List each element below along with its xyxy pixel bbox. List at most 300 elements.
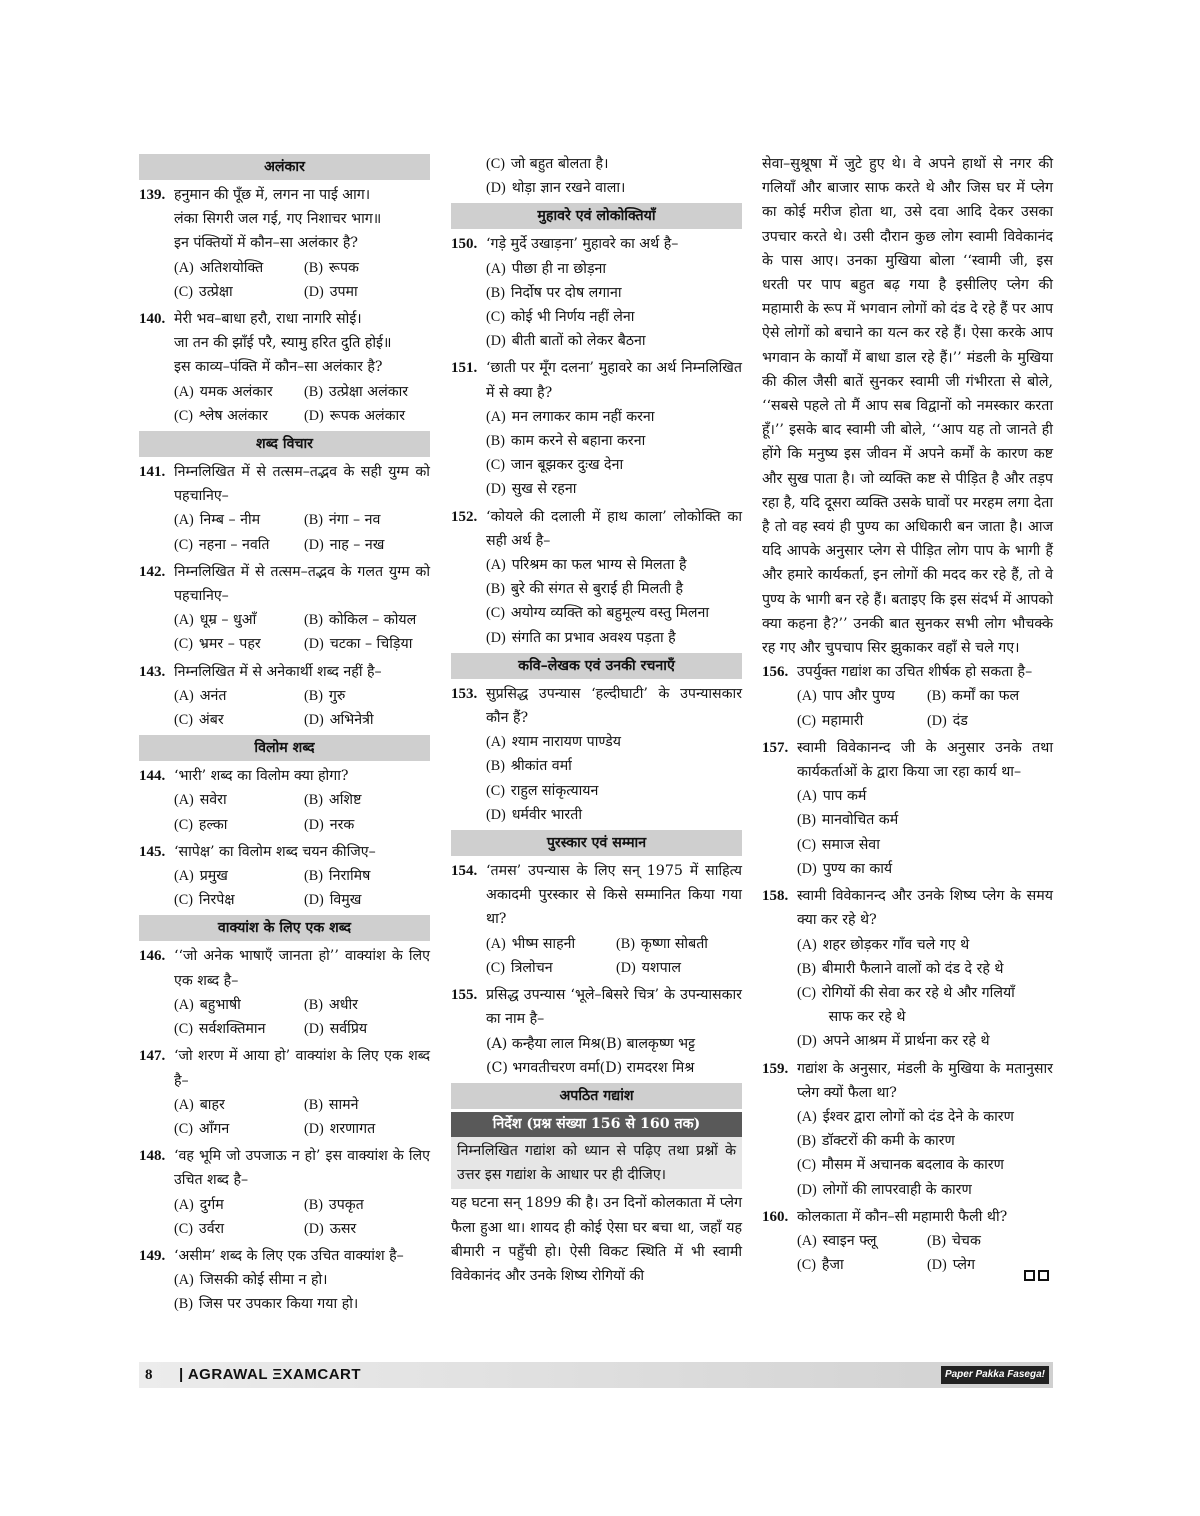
option-text: शहर छोड़कर गाँव चले गए थे — [822, 936, 970, 953]
option — [486, 956, 616, 980]
page-number: 8 — [145, 1367, 153, 1383]
option-letter: (A) — [486, 734, 506, 751]
option-letter: (A) — [486, 557, 506, 574]
option-text: मौसम में अचानक बदलाव के कारण — [821, 1157, 1004, 1174]
option-text: ईश्वर द्वारा लोगों को दंड देने के कारण — [822, 1108, 1014, 1125]
option-text: अधीर — [328, 996, 358, 1013]
options-row — [174, 864, 430, 888]
question — [762, 660, 1053, 684]
option-text: धर्मवीर भारती — [511, 806, 583, 823]
option-text: नहना – नवति — [198, 536, 270, 553]
option — [174, 632, 304, 656]
option-letter: (A) — [797, 936, 817, 953]
column-2 — [451, 152, 742, 1288]
option — [797, 1029, 1053, 1053]
question-number: 141. — [139, 464, 166, 481]
option-text: प्लेग — [952, 1257, 975, 1274]
option-text: जिस पर उपकार किया गया हो। — [198, 1296, 359, 1313]
option — [486, 730, 742, 754]
option-text: जान बूझकर दुःख देना — [510, 457, 624, 474]
option-text: निर्दोष पर दोष लगाना — [510, 284, 622, 301]
option — [304, 1117, 434, 1141]
option-letter: (D) — [927, 712, 947, 729]
option-letter: (D) — [304, 283, 324, 300]
options-block — [762, 933, 1053, 1054]
question-number: 142. — [139, 563, 166, 580]
question — [451, 505, 742, 553]
option — [174, 508, 304, 532]
question-number: 148. — [139, 1148, 166, 1165]
option — [486, 553, 742, 577]
option — [486, 176, 742, 200]
section-heading: मुहावरे एवं लोकोक्तियाँ — [451, 203, 742, 229]
option — [174, 533, 304, 557]
options-row — [174, 1093, 430, 1117]
question-text: ‘जो शरण में आया हो’ वाक्यांश के लिए एक शब्द है– — [174, 1048, 430, 1089]
option — [304, 632, 434, 656]
options-row — [174, 708, 430, 732]
option-text: सवेरा — [199, 792, 227, 809]
options-row — [174, 380, 430, 404]
option-text: हल्का — [198, 816, 228, 833]
option-letter: (D) — [927, 1257, 947, 1274]
option — [486, 257, 742, 281]
option-letter: (D) — [304, 712, 324, 729]
question — [139, 183, 430, 256]
options-block — [451, 257, 742, 354]
option — [304, 788, 434, 812]
question-text: ‘भारी’ शब्द का विलोम क्या होगा? — [174, 768, 349, 785]
option — [304, 280, 434, 304]
end-square-icon — [1038, 1270, 1049, 1281]
option — [797, 957, 1053, 981]
question — [762, 1205, 1053, 1229]
question-text: ‘असीम’ शब्द के लिए एक उचित वाक्यांश है– — [174, 1247, 404, 1264]
options-block — [451, 932, 742, 980]
option-letter: (A) — [797, 688, 817, 705]
option-letter: (D) — [304, 1120, 324, 1137]
option — [486, 932, 616, 956]
question-number: 149. — [139, 1247, 166, 1264]
option — [174, 404, 304, 428]
question-number: 139. — [139, 187, 166, 203]
option-letter: (D) — [304, 1220, 324, 1237]
option-text: नरक — [329, 816, 355, 833]
options-block — [139, 608, 430, 656]
option-text: मानवोचित कर्म — [821, 812, 899, 829]
question-text: मेरी भव–बाधा हरौ, राधा नागरि सोई। जा तन की झाँई परै, स्यामु हरित दुति होई॥ इस काव्य–पंक्ति में कौन–सा अलंकार है? — [174, 311, 392, 376]
option-text: उपकृत — [328, 1196, 364, 1213]
option-text: श्लेष अलंकार — [198, 407, 268, 424]
option-text: प्रमुख — [199, 868, 228, 885]
question — [139, 660, 430, 684]
option — [486, 329, 742, 353]
option — [304, 1193, 434, 1217]
column-3 — [762, 152, 1053, 1280]
option — [174, 1193, 304, 1217]
option — [304, 1017, 434, 1041]
option-letter: (B) — [304, 1196, 323, 1213]
question-text: निम्नलिखित में से तत्सम–तद्भव के गलत युग्म को पहचानिए– — [174, 563, 430, 605]
question — [139, 1144, 430, 1192]
option-letter: (D) — [304, 536, 324, 553]
option-letter: (C) — [486, 959, 505, 976]
option — [797, 857, 1053, 881]
option-letter: (C) — [174, 1120, 193, 1137]
option-text: अंबर — [198, 712, 224, 729]
option-text: कोई भी निर्णय नहीं लेना — [510, 309, 635, 326]
options-row — [174, 280, 430, 304]
option — [174, 380, 304, 404]
option — [797, 808, 1053, 832]
question-number: 144. — [139, 768, 166, 785]
question-number: 157. — [762, 739, 789, 756]
option — [174, 280, 304, 304]
options-row — [486, 956, 742, 980]
option-text: आँगन — [198, 1120, 230, 1137]
question-number: 155. — [451, 987, 478, 1004]
question-text: ‘कोयले की दलाली में हाथ काला’ लोकोक्ति का सही अर्थ है– — [486, 508, 742, 549]
options-block — [762, 1229, 1053, 1277]
option-letter: (D) — [304, 1021, 324, 1038]
options-row — [174, 404, 430, 428]
option — [174, 1117, 304, 1141]
option-letter: (A) — [174, 868, 194, 885]
question-text: उपर्युक्त गद्यांश का उचित शीर्षक हो सकता है– — [797, 664, 1033, 681]
question — [451, 232, 742, 256]
options-block — [451, 730, 742, 827]
option-letter: (D) — [486, 180, 506, 197]
option-letter: (A) — [174, 383, 194, 400]
option-letter: (C) — [486, 457, 505, 474]
option-text: परिश्रम का फल भाग्य से मिलता है — [511, 557, 687, 574]
option — [174, 788, 304, 812]
option-text: डॉक्टरों की कमी के कारण — [821, 1133, 955, 1150]
option-letter: (B) — [304, 868, 323, 885]
option — [797, 1253, 927, 1277]
page-footer — [139, 1362, 1053, 1388]
option — [304, 813, 434, 837]
option-letter: (A) — [174, 1196, 194, 1213]
option-letter: (A) — [174, 687, 194, 704]
option — [304, 993, 434, 1017]
option — [616, 956, 746, 980]
options-block — [139, 380, 430, 428]
option-text: अशिष्ट — [328, 792, 362, 809]
options-block — [139, 256, 430, 304]
option — [304, 608, 434, 632]
option-letter: (B) — [797, 1133, 816, 1150]
option-text: नाह – नख — [329, 536, 385, 553]
option-letter: (B) — [304, 687, 323, 704]
option-letter: (C) — [174, 283, 193, 300]
option-letter: (D) — [797, 1181, 817, 1198]
option — [797, 933, 1053, 957]
question-text: ‘‘जो अनेक भाषाएँ जानता हो’’ वाक्यांश के लिए एक शब्द है– — [174, 948, 430, 989]
option-text: यशपाल — [641, 959, 681, 976]
option-text: काम करने से बहाना करना — [510, 433, 646, 450]
question-text: ‘तमस’ उपन्यास के लिए सन् 1975 में साहित्य अकादमी पुरस्कार से किसे सम्मानित किया गया था? — [486, 863, 742, 928]
options-row — [174, 813, 430, 837]
option-letter: (D) — [616, 959, 636, 976]
option — [927, 684, 1057, 708]
option-letter: (A) — [486, 408, 506, 425]
option-text: अनंत — [199, 687, 227, 704]
option — [927, 709, 1057, 733]
options-block — [139, 508, 430, 556]
question — [139, 840, 430, 864]
option-letter: (B) — [486, 433, 505, 450]
section-heading: विलोम शब्द — [139, 735, 430, 761]
question-text: ‘सापेक्ष’ का विलोम शब्द चयन कीजिए– — [174, 843, 376, 860]
option-letter: (A) — [174, 996, 194, 1013]
options-row — [174, 508, 430, 532]
option — [797, 1129, 1053, 1153]
options-block — [139, 788, 430, 836]
option-text: गुरु — [328, 687, 346, 704]
end-square-icon — [1024, 1270, 1035, 1281]
option-letter: (D) — [797, 860, 817, 877]
option-letter: (C) — [174, 712, 193, 729]
option-text: यमक अलंकार — [199, 383, 273, 400]
option-text: बुरे की संगत से बुराई ही मिलती है — [510, 581, 684, 598]
option — [174, 1292, 430, 1316]
option — [797, 1229, 927, 1253]
option — [304, 1093, 434, 1117]
option-text: कोकिल – कोयल — [328, 612, 417, 629]
option — [486, 779, 742, 803]
section-heading: वाक्यांश के लिए एक शब्द — [139, 915, 430, 941]
option-text: बीती बातों को लेकर बैठना — [511, 333, 646, 350]
option-text: जो बहुत बोलता है। — [510, 156, 609, 172]
option — [304, 684, 434, 708]
instruction-text: निम्नलिखित गद्यांश को ध्यान से पढ़िए तथा प्रश्नों के उत्तर इस गद्यांश के आधार पर ही दीजिए। — [451, 1137, 742, 1189]
option-letter: (B) — [927, 688, 946, 705]
question — [139, 307, 430, 380]
question-text: हनुमान की पूँछ में, लगन ना पाई आग। लंका सिगरी जल गई, गए निशाचर भाग॥ इन पंक्तियों में कौन–सा अलंकार है? — [174, 187, 382, 252]
question-text: गद्यांश के अनुसार, मंडली के मुखिया के मतानुसार प्लेग क्यों फैला था? — [797, 1060, 1053, 1101]
option-letter: (A) — [174, 792, 194, 809]
question-number: 152. — [451, 508, 478, 525]
question — [139, 560, 430, 608]
option — [486, 754, 742, 778]
option — [304, 864, 434, 888]
option-text: अभिनेत्री — [329, 712, 374, 729]
option-letter: (B) — [486, 284, 505, 301]
option-text: नंगा – नव — [328, 512, 381, 529]
option — [304, 888, 434, 912]
option-letter: (C) — [797, 1157, 816, 1174]
section-heading: पुरस्कार एवं सम्मान — [451, 830, 742, 856]
option — [927, 1229, 1057, 1253]
option — [797, 833, 1053, 857]
options-block — [139, 1093, 430, 1141]
option-text: त्रिलोचन — [510, 959, 553, 976]
question-number: 143. — [139, 663, 166, 680]
option-text: महामारी — [821, 712, 864, 729]
options-row — [174, 632, 430, 656]
option — [797, 1153, 1053, 1177]
question-text: स्वामी विवेकानन्द और उनके शिष्य प्लेग के समय क्या कर रहे थे? — [797, 888, 1053, 929]
option-letter: (C) — [174, 407, 193, 424]
question-number: 160. — [762, 1208, 789, 1225]
question — [451, 356, 742, 404]
option-letter: (C) — [486, 156, 505, 172]
option-letter: (B) — [486, 758, 505, 775]
option — [174, 1093, 304, 1117]
option-text: अतिशयोक्ति — [199, 259, 264, 276]
question — [139, 1044, 430, 1092]
option-letter: (A) — [797, 1108, 817, 1125]
option — [797, 1105, 1053, 1129]
question-text: ‘छाती पर मूँग दलना’ मुहावरे का अर्थ निम्नलिखित में से क्या है? — [486, 360, 742, 401]
option-text: उर्वरा — [198, 1220, 225, 1237]
option-letter: (B) — [797, 960, 816, 977]
option-letter: (C) — [486, 782, 505, 799]
option-letter: (A) — [797, 788, 817, 805]
option-letter: (A) — [174, 1272, 194, 1289]
option-letter: (B) — [304, 996, 323, 1013]
option-letter: (B) — [304, 1096, 323, 1113]
options-row — [174, 1117, 430, 1141]
option-text: सामने — [328, 1096, 359, 1113]
option-letter: (C) — [174, 892, 193, 909]
question-text: प्रसिद्ध उपन्यास ‘भूले–बिसरे चित्र’ के उपन्यासकार का नाम है– — [486, 987, 742, 1028]
option-text: सर्वशक्तिमान — [198, 1021, 266, 1038]
option-text: दंड — [952, 712, 968, 729]
option-letter: (D) — [304, 892, 324, 909]
options-row — [174, 993, 430, 1017]
option — [304, 380, 434, 404]
option-text: थोड़ा ज्ञान रखने वाला। — [511, 180, 626, 197]
option-text: पुण्य का कार्य — [822, 860, 893, 877]
question-number: 145. — [139, 843, 166, 860]
option-letter: (C) — [174, 1021, 193, 1038]
option — [486, 803, 742, 827]
option-text: पाप कर्म — [822, 788, 867, 805]
option-text: उत्प्रेक्षा अलंकार — [328, 383, 409, 400]
option-text: हैजा — [821, 1257, 844, 1274]
option — [304, 1217, 434, 1241]
option-letter: (C) — [797, 836, 816, 853]
option-text: कर्मों का फल — [951, 688, 1020, 705]
option-text: ऊसर — [329, 1220, 357, 1237]
option-text: निम्ब – नीम — [199, 512, 261, 529]
option-letter: (A) — [797, 1232, 817, 1249]
question-number: 156. — [762, 664, 789, 681]
options-block — [451, 1032, 742, 1080]
question-number: 146. — [139, 948, 166, 965]
option — [304, 708, 434, 732]
option-text: उपमा — [329, 283, 358, 300]
option-text: बहुभाषी — [199, 996, 241, 1013]
question-text: सुप्रसिद्ध उपन्यास ‘हल्दीघाटी’ के उपन्यासकार कौन हैं? — [486, 685, 742, 727]
question — [451, 983, 742, 1031]
option-text: पाप और पुण्य — [822, 688, 895, 705]
option-text: बीमारी फैलाने वालों को दंड दे रहे थे — [821, 960, 1004, 977]
option-text: भ्रमर – पहर — [198, 636, 261, 653]
options-row — [174, 608, 430, 632]
option — [174, 1017, 304, 1041]
option-text: जिसकी कोई सीमा न हो। — [199, 1272, 328, 1289]
option-letter: (A) — [486, 260, 506, 277]
instruction-heading: निर्देश (प्रश्न संख्या 156 से 160 तक) — [451, 1112, 742, 1137]
option-text: रूपक अलंकार — [329, 407, 406, 424]
option-letter: (B) — [797, 812, 816, 829]
passage-text: यह घटना सन् 1899 की है। उन दिनों कोलकाता में प्लेग फैला हुआ था। शायद ही कोई ऐसा घर बचा था, जहाँ यह बीमारी न पहुँची हो। ऐसी विकट स्थिति में भी स्वामी विवेकानंद और उनके शिष्य रोगियों की — [451, 1195, 742, 1284]
question — [451, 859, 742, 932]
option-letter: (D) — [486, 629, 506, 646]
option — [174, 888, 304, 912]
option — [174, 256, 304, 280]
section-heading: शब्द विचार — [139, 431, 430, 457]
option: (A) कन्हैया लाल मिश्र(B) बालकृष्ण भट्ट — [486, 1035, 696, 1052]
option — [616, 932, 746, 956]
option-letter: (B) — [304, 512, 323, 529]
option — [304, 533, 434, 557]
question — [762, 1057, 1053, 1105]
option-text: श्याम नारायण पाण्डेय — [511, 734, 621, 751]
option-text: लोगों की लापरवाही के कारण — [822, 1181, 972, 1198]
question — [139, 764, 430, 788]
option — [174, 1268, 430, 1292]
option-text: बाहर — [199, 1096, 225, 1113]
option-letter: (A) — [174, 612, 194, 629]
option-text: संगति का प्रभाव अवश्य पड़ता है — [511, 629, 676, 646]
option-text: स्वाइन फ्लू — [822, 1232, 877, 1249]
option-letter: (B) — [304, 259, 323, 276]
option — [486, 453, 742, 477]
option-text: अयोग्य व्यक्ति को बहुमूल्य वस्तु मिलना — [510, 605, 710, 622]
option-text: निरामिष — [328, 868, 371, 885]
question-number: 154. — [451, 863, 478, 880]
option — [797, 784, 1053, 808]
question-text: स्वामी विवेकानन्द जी के अनुसार उनके तथा कार्यकर्ताओं के द्वारा किया जा रहा कार्य था– — [797, 739, 1053, 781]
option-letter: (A) — [486, 935, 506, 952]
question — [762, 884, 1053, 932]
question-number: 158. — [762, 888, 789, 905]
option-text: दुर्गम — [199, 1196, 224, 1213]
options-row — [174, 684, 430, 708]
section-heading: अपठित गद्यांश — [451, 1083, 742, 1109]
option — [797, 684, 927, 708]
option — [486, 577, 742, 601]
option — [486, 477, 742, 501]
option — [486, 405, 742, 429]
option-text: सुख से रहना — [511, 481, 577, 498]
section-heading: अलंकार — [139, 154, 430, 180]
option-text: समाज सेवा — [821, 836, 880, 853]
option-letter: (B) — [304, 792, 323, 809]
question-text: निम्नलिखित में से तत्सम–तद्भव के सही युग्म को पहचानिए– — [174, 464, 430, 505]
option — [486, 429, 742, 453]
question-number: 150. — [451, 236, 478, 253]
option-letter: (C) — [797, 984, 816, 1001]
option — [486, 626, 742, 650]
options-block — [139, 1268, 430, 1316]
question — [139, 460, 430, 508]
options-row — [174, 1017, 430, 1041]
option — [174, 608, 304, 632]
option-letter: (A) — [174, 512, 194, 529]
option-letter: (D) — [304, 636, 324, 653]
option — [486, 601, 742, 625]
option — [797, 709, 927, 733]
options-block — [451, 405, 742, 502]
option-text: चटका – चिड़िया — [329, 636, 413, 653]
question-number: 140. — [139, 311, 166, 328]
options-row — [174, 1193, 430, 1217]
